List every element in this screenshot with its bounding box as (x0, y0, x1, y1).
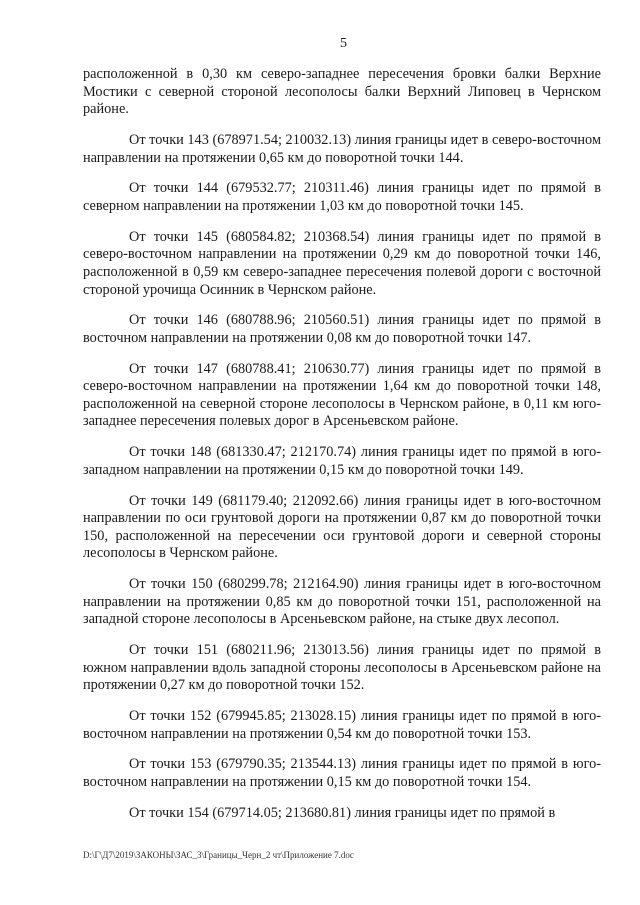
paragraph-point-144: От точки 144 (679532.77; 210311.46) линия границы идет по прямой в северном направлении на протяжении 1,03 км до поворотной точки 145. (83, 180, 601, 214)
paragraph-point-150: От точки 150 (680299.78; 212164.90) линия границы идет в юго-восточном направлении на протяжении 0,85 км до поворотной точки 151, расположенной на западной стороне лесополосы в Арсеньевском районе, на стыке двух лесопол. (83, 576, 601, 628)
paragraph-point-148: От точки 148 (681330.47; 212170.74) линия границы идет по прямой в юго-западном направлении на протяжении 0,15 км до поворотной точки 149. (83, 444, 601, 478)
document-body (83, 66, 601, 836)
page-number: 5 (340, 36, 347, 51)
paragraph-point-146: От точки 146 (680788.96; 210560.51) линия границы идет по прямой в восточном направлении на протяжении 0,08 км до поворотной точки 147. (83, 312, 601, 346)
paragraph-point-147: От точки 147 (680788.41; 210630.77) линия границы идет по прямой в северо-восточном направлении на протяжении 1,64 км до поворотной точки 148, расположенной на северной стороне лесополосы в Чернском районе, в 0,11 км юго-западнее пересечения полевых дорог в Арсеньевском районе. (83, 360, 601, 430)
paragraph-point-154: От точки 154 (679714.05; 213680.81) линия границы идет по прямой в (129, 804, 556, 821)
footer-file-path: D:\Г\Д7\2019\ЗАКОНЫ\ЗАС_3\Границы_Черн_2 чт\Приложение 7.doc (83, 850, 354, 860)
paragraph-point-153: От точки 153 (679790.35; 213544.13) линия границы идет по прямой в юго-восточном направлении на протяжении 0,15 км до поворотной точки 154. (83, 756, 601, 791)
paragraph-point-145: От точки 145 (680584.82; 210368.54) линия границы идет по прямой в северо-восточном направлении на протяжении 0,29 км до поворотной точки 146, расположенной в 0,59 км северо-западнее пересечения полевой дороги с восточной стороной урочища Осинник в Чернском районе. (83, 228, 601, 298)
paragraph-point-151: От точки 151 (680211.96; 213013.56) линия границы идет по прямой в южном направлении вдоль западной стороны лесополосы в Арсеньевском районе на протяжении 0,27 км до поворотной точки 152. (83, 642, 601, 694)
paragraph-point-143: От точки 143 (678971.54; 210032.13) линия границы идет в северо-восточном направлении на протяжении 0,65 км до поворотной точки 144. (83, 131, 601, 166)
paragraph-point-152: От точки 152 (679945.85; 213028.15) линия границы идет по прямой в юго-восточном направлении на протяжении 0,54 км до поворотной точки 153. (83, 708, 601, 742)
paragraph-continuation: расположенной в 0,30 км северо-западнее пересечения бровки балки Верхние Мостики с северной стороной лесополосы балки Верхний Липовец в Чернском районе. (83, 66, 601, 118)
paragraph-point-149: От точки 149 (681179.40; 212092.66) линия границы идет в юго-восточном направлении по оси грунтовой дороги на протяжении 0,87 км до поворотной точки 150, расположенной на пересечении оси грунтовой дороги и северной стороны лесополосы в Чернском районе. (83, 492, 601, 562)
